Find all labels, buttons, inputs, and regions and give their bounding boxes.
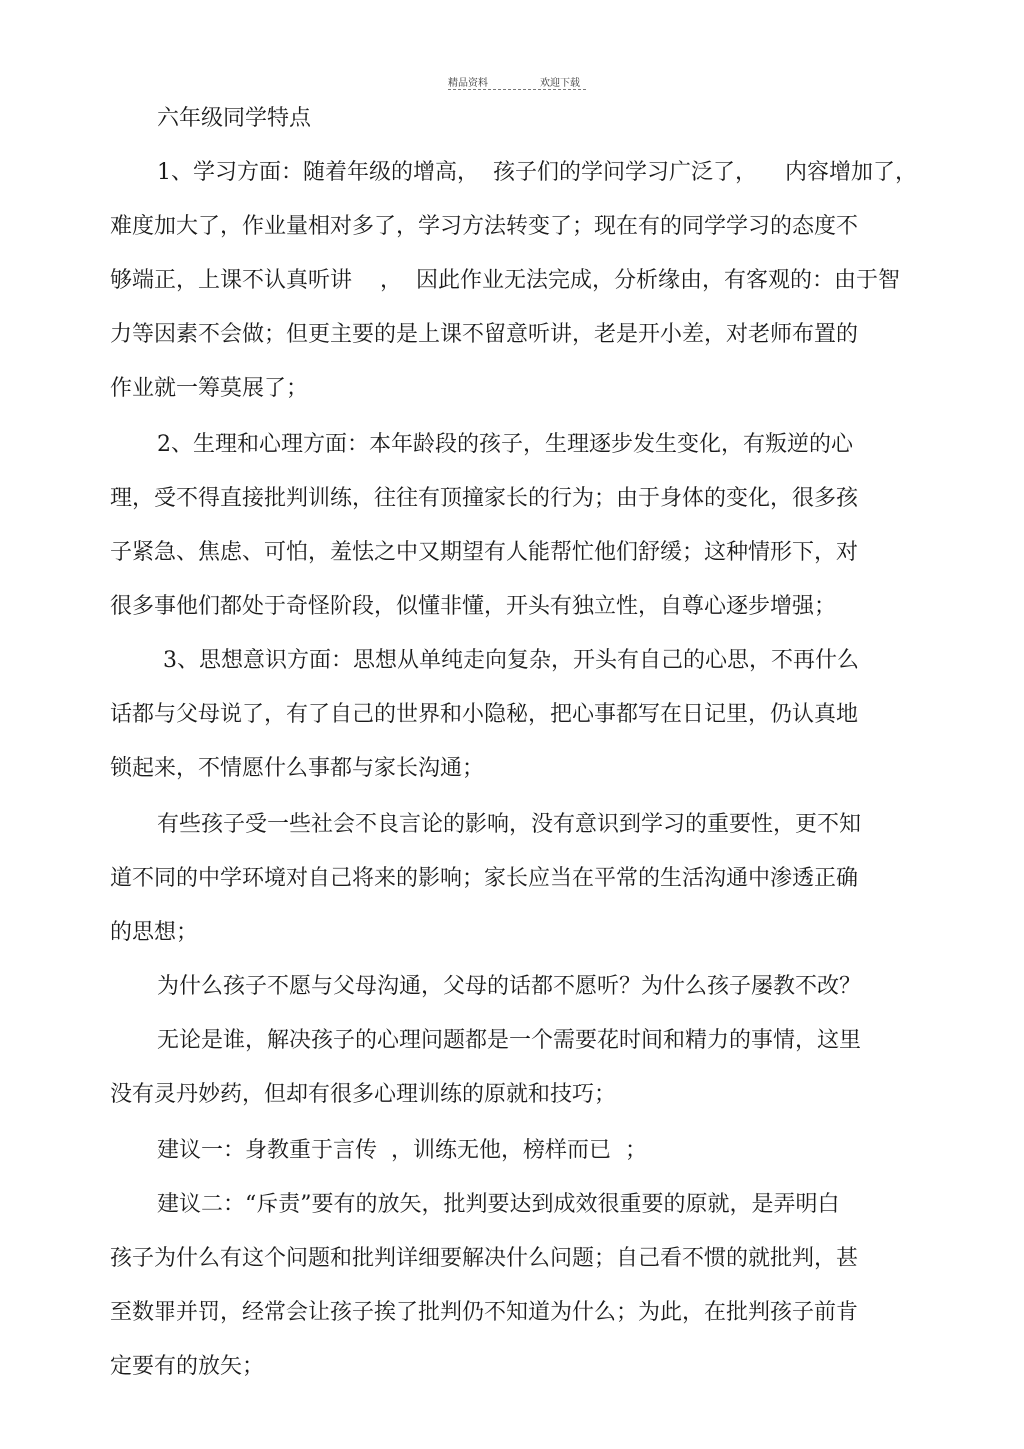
paragraph-line: 很多事他们都处于奇怪阶段，似懂非懂，开头有独立性，自尊心逐步增强；: [110, 594, 837, 619]
paragraph-line: 孩子为什么有这个问题和批判详细要解决什么问题；自己看不惯的就批判，甚: [110, 1246, 859, 1271]
paragraph-line: 建议二：“斥责”要有的放矢，批判要达到成效很重要的原就，是弄明白: [157, 1192, 840, 1217]
paragraph-line: 有些孩子受一些社会不良言论的影响，没有意识到学习的重要性，更不知: [157, 812, 862, 837]
paragraph-line: 力等因素不会做；但更主要的是上课不留意听讲，老是开小差，对老师布置的: [110, 322, 859, 347]
header-divider: [448, 89, 586, 90]
paragraph-line: 至数罪并罚，经常会让孩子挨了批判仍不知道为什么；为此，在批判孩子前肯: [110, 1300, 859, 1325]
paragraph-line: 难度加大了，作业量相对多了，学习方法转变了；现在有的同学学习的态度不: [110, 214, 859, 239]
paragraph-line: 2、生理和心理方面：本年龄段的孩子，生理逐步发生变化，有叛逆的心: [157, 432, 853, 457]
paragraph-line: 1、学习方面：随着年级的增高， 孩子们的学问学习广泛了， 内容增加了，: [157, 160, 917, 185]
paragraph-line: 理，受不得直接批判训练，往往有顶撞家长的行为；由于身体的变化，很多孩: [110, 486, 859, 511]
paragraph-line: 话都与父母说了，有了自己的世界和小隐秘，把心事都写在日记里，仍认真地: [110, 702, 859, 727]
paragraph-line: 道不同的中学环境对自己将来的影响；家长应当在平常的生活沟通中渗透正确: [110, 866, 859, 891]
page-header: [448, 74, 588, 94]
paragraph-line: 作业就一筹莫展了；: [110, 376, 309, 401]
paragraph-line: 没有灵丹妙药，但却有很多心理训练的原就和技巧；: [110, 1082, 617, 1107]
paragraph-line: 无论是谁，解决孩子的心理问题都是一个需要花时间和精力的事情，这里: [157, 1028, 862, 1053]
paragraph-line: 子紧急、焦虑、可怕，羞怯之中又期望有人能帮忙他们舒缓；这种情形下，对: [110, 540, 859, 565]
paragraph-line: 的思想；: [110, 920, 199, 945]
paragraph-line: 为什么孩子不愿与父母沟通，父母的话都不愿听？为什么孩子屡教不改？: [157, 974, 862, 999]
paragraph-line: 建议一：身教重于言传 ，训练无他，榜样而已 ；: [157, 1138, 647, 1163]
header-left-text: 精品资料: [448, 78, 488, 89]
paragraph-line: 够端正，上课不认真听讲 ， 因此作业无法完成，分析缘由，有客观的：由于智: [110, 268, 900, 293]
paragraph-line: 3、思想意识方面：思想从单纯走向复杂，开头有自己的心思，不再什么: [163, 648, 859, 673]
document-title: 六年级同学特点: [157, 106, 312, 131]
paragraph-line: 锁起来，不情愿什么事都与家长沟通；: [110, 756, 485, 781]
header-right-text: 欢迎下载: [540, 78, 580, 89]
paragraph-line: 定要有的放矢；: [110, 1354, 265, 1379]
